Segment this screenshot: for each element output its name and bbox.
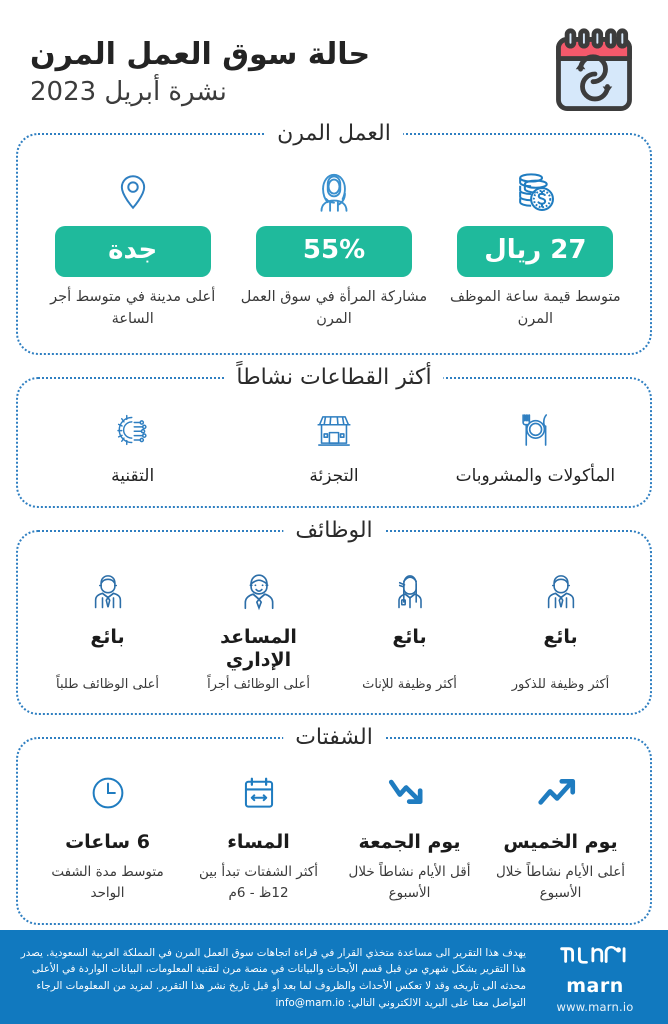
woman-professional-icon xyxy=(388,560,432,616)
shift-item-friday xyxy=(334,767,485,903)
shift-caption-friday: أقل الأيام نشاطاً خلال الأسبوع xyxy=(348,864,471,901)
shifts-columns xyxy=(32,767,636,903)
sector-label-food: المأكولات والمشروبات xyxy=(455,465,616,486)
page-title: حالة سوق العمل المرن xyxy=(30,37,371,73)
calendar-range-icon xyxy=(240,767,278,819)
job-item-most-demanded xyxy=(32,560,183,695)
section-title-flexible-work: العمل المرن xyxy=(265,120,403,149)
job-title-female-top: بائع xyxy=(392,625,427,648)
flexible-work-caption-city: أعلى مدينة في متوسط أجر الساعة xyxy=(50,289,216,328)
sector-item-retail xyxy=(233,407,434,488)
section-title-jobs: الوظائف xyxy=(283,517,384,546)
section-title-sectors: أكثر القطاعات نشاطاً xyxy=(224,364,443,393)
job-item-admin-assistant xyxy=(183,560,334,695)
sectors-columns xyxy=(32,407,636,488)
marn-logo[interactable] xyxy=(536,941,654,1014)
section-most-active-sectors xyxy=(16,364,652,508)
man-tie-icon xyxy=(86,560,130,616)
job-item-male-top xyxy=(485,560,636,695)
marn-wordmark: marn xyxy=(566,974,624,997)
fork-plate-knife-icon xyxy=(515,407,555,453)
flexible-work-caption-rate: متوسط قيمة ساعة الموظف المرن xyxy=(449,289,621,328)
shift-item-thursday xyxy=(485,767,636,903)
job-caption-male-top: أكثر وظيفة للذكور xyxy=(511,676,610,692)
section-jobs xyxy=(16,517,652,715)
flexible-work-badge-women: 55% xyxy=(256,226,412,277)
flexible-work-item-coins xyxy=(435,159,636,331)
shift-caption-thursday: أعلى الأيام نشاطاً خلال الأسبوع xyxy=(495,864,626,901)
page-footer xyxy=(0,930,668,1024)
calendar-cycle-icon xyxy=(546,26,642,122)
job-title-most-demanded: بائع xyxy=(90,625,125,648)
flexible-work-item-women xyxy=(233,159,434,331)
flexible-work-badge-rate: 27 ريال xyxy=(457,226,613,277)
storefront-icon xyxy=(313,407,355,453)
gear-circuit-icon xyxy=(113,407,153,453)
trend-down-arrow-icon xyxy=(385,767,435,819)
sector-item-tech xyxy=(32,407,233,488)
location-pin-icon xyxy=(112,159,154,217)
job-title-male-top: بائع xyxy=(543,625,578,648)
flexible-work-item-city xyxy=(32,159,233,331)
shift-title-thursday: يوم الخميس xyxy=(503,830,618,853)
marn-arabic-logo-icon xyxy=(556,941,634,975)
job-item-female-top xyxy=(334,560,485,695)
sector-label-retail: التجزئة xyxy=(309,465,359,486)
shift-title-duration: 6 ساعات xyxy=(65,830,150,853)
job-caption-female-top: أكثر وظيفة للإناث xyxy=(362,676,457,692)
header-text-block xyxy=(26,37,532,109)
clock-icon xyxy=(88,767,128,819)
man-tie-icon xyxy=(539,560,583,616)
sector-item-food xyxy=(435,407,636,488)
job-caption-admin-assistant: أعلى الوظائف أجراً xyxy=(207,676,310,692)
person-suit-icon xyxy=(236,560,282,616)
coins-dollar-icon xyxy=(510,159,560,217)
shift-item-duration xyxy=(32,767,183,903)
page-header xyxy=(0,0,668,133)
shift-item-evening xyxy=(183,767,334,903)
section-flexible-work xyxy=(16,121,652,355)
sector-label-tech: التقنية xyxy=(111,465,155,486)
woman-hijab-icon xyxy=(309,159,359,217)
shift-caption-evening: أكثر الشفتات تبدأ بين 12ظ - 6م xyxy=(199,864,318,901)
footer-disclaimer: يهدف هذا التقرير الى مساعدة متخذي القرار في قراءة اتجاهات سوق العمل المرن في المملكة العربية السعودية. يصدر هذا التقرير بشكل شهري من قبل قسم الأبحاث والبيانات في منصة مرن لتقنية المعلومات، البيانات الواردة في الأعلى محدثه الى تاريخه وقد لا تعكس الأحداث والظروف لما بعد أو قبل تاريخ نشر هذا التقرير. لمزيد من المعلومات الرجاء التواصل معنا على البريد الالكتروني التالي: info@marn.io xyxy=(20,946,526,1009)
job-title-admin-assistant: المساعد الإداري xyxy=(220,625,297,672)
shift-title-friday: يوم الجمعة xyxy=(358,830,461,853)
jobs-columns xyxy=(32,560,636,695)
section-shifts xyxy=(16,724,652,925)
shift-caption-duration: متوسط مدة الشفت الواحد xyxy=(51,864,164,901)
marn-website-url[interactable]: www.marn.io xyxy=(556,999,634,1014)
page-subtitle: نشرة أبريل 2023 xyxy=(30,76,227,107)
flexible-work-columns xyxy=(32,159,636,331)
shift-title-evening: المساء xyxy=(227,830,290,853)
job-caption-most-demanded: أعلى الوظائف طلباً xyxy=(56,676,159,692)
section-title-shifts: الشفتات xyxy=(283,724,385,753)
flexible-work-caption-women: مشاركة المرأة في سوق العمل المرن xyxy=(240,289,428,328)
trend-up-arrow-icon xyxy=(536,767,586,819)
flexible-work-badge-city: جدة xyxy=(55,226,211,277)
